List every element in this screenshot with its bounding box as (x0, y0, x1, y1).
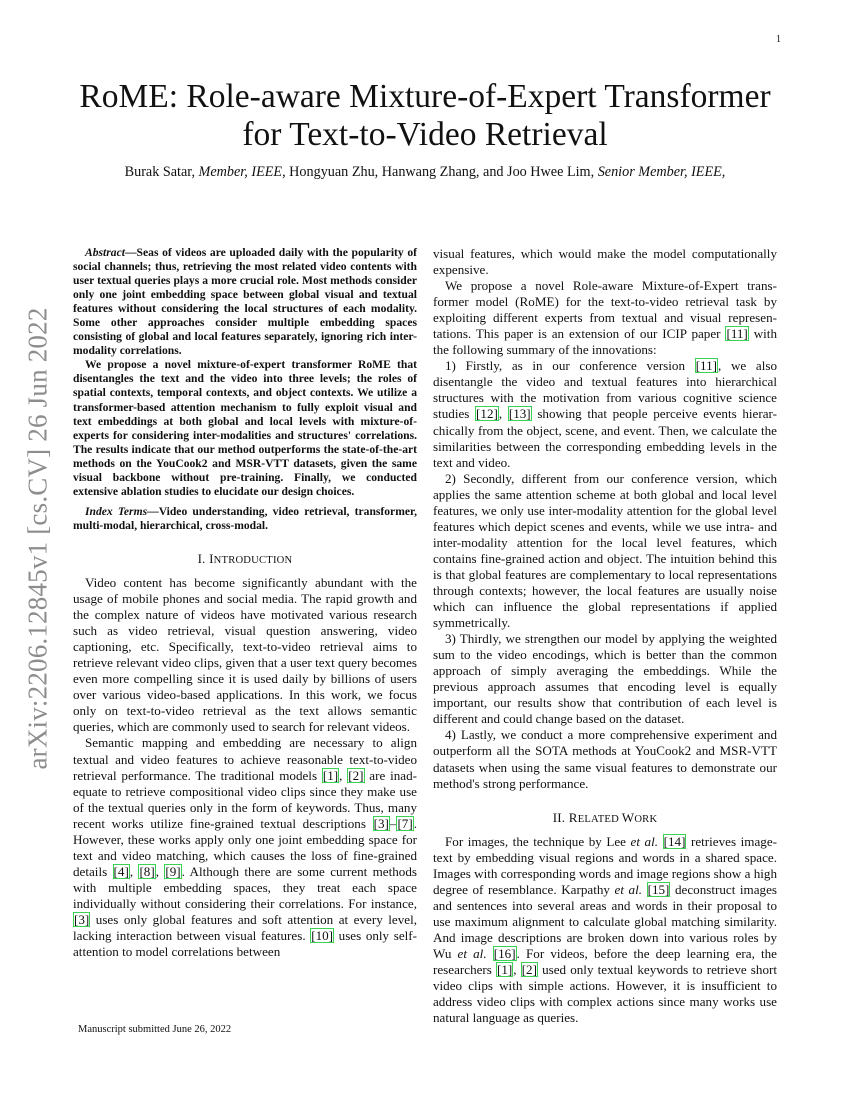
other-authors-affiliation: Senior Member, IEEE, (597, 164, 726, 180)
index-terms-text: —Video understanding, video retrieval, transformer, multi-modal, hierarchical, cross-modal. (73, 504, 417, 532)
citation-link[interactable]: [7] (397, 815, 413, 831)
index-terms-label: Index Terms (85, 504, 148, 518)
section-2-title-a: ELATED (577, 813, 622, 825)
citation-link[interactable]: [3] (373, 815, 389, 831)
text-run: . However, these works apply only one joint embedding space for text and video matching, which causes the loss of fine-grained details (73, 815, 417, 879)
innovation-2: 2) Secondly, different from our conference version, which applies the same attention scheme at both global and local level features, we only use inter-modality attention for the global level features which depict scenes and events, while we use intra- and inter-modality attention for the local level features, which contains fine-grained action and object. The intuition behind this is that global features are complementary to local representations through contexts; however, the local features are usually noise which can influence the global representations if applied symmetrically. (433, 470, 777, 631)
text-run: We propose a novel Role-aware Mixture-of-Expert trans-former model (RoME) for the text-to-video retrieval task by exploiting different experts from textual and visual represen-tations. This paper is an extension of our ICIP paper (433, 278, 777, 342)
text-run: 1) Firstly, as in our conference version (445, 358, 695, 374)
citation-link[interactable]: [12] (476, 406, 498, 422)
citation-link[interactable]: [8] (139, 863, 155, 879)
citation-link[interactable]: [11] (726, 326, 748, 342)
citation-link[interactable]: [2] (521, 962, 537, 978)
author-1-affiliation: Member, IEEE, (198, 164, 286, 180)
text-run: , (513, 962, 521, 978)
text-run: deconstruct images and sentences into several areas and words in their proposal to use maximum alignment to calculate global matching similarity. And image descriptions are broken down into various roles by Wu (433, 881, 777, 961)
innovation-3: 3) Thirdly, we strengthen our model by applying the weighted sum to the video encodings, which is better than the common approach of simply averaging the embeddings. While the previous approach assumes that encoding level is equally important, our results show that contribution of each level is different and could change based on the dataset. (433, 631, 777, 727)
intro-continuation: visual features, which would make the model computationally expensive. (433, 246, 777, 278)
section-1-numeral: I. I (197, 550, 214, 566)
section-heading-related-work (433, 810, 777, 828)
text-run: – (389, 815, 397, 831)
intro-paragraph-2 (73, 735, 417, 960)
text-run: retrieves image-text by embedding visual regions and words in a shared space. Images with corresponding words and image regions show a high degree of resemblance. Karpathy (433, 833, 777, 897)
text-run: . Although there are some current methods with multiple embedding spaces, they treat each space individually without considering their correlations. For instance, (73, 863, 417, 911)
arxiv-stamp (18, 298, 58, 778)
text-run: used only textual keywords to retrieve short video clips with simple actions. However, it is insufficient to address video clips with complex actions since many works use natural language as queries. (433, 962, 777, 1026)
citation-link[interactable]: [14] (663, 833, 686, 849)
citation-link[interactable]: [9] (165, 863, 181, 879)
text-run: uses only self-attention to model correlations between (73, 928, 417, 960)
text-run: uses only global features and soft attention at every level, lacking interaction between visual features. (73, 911, 417, 944)
arxiv-stamp-text: arXiv:2206.12845v1 [cs.CV] 26 Jun 2022 (22, 306, 53, 770)
text-run: . For videos, before the deep learning era, the researchers (433, 945, 777, 978)
text-run: , (155, 863, 165, 879)
text-run: with the following summary of the innovations: (433, 326, 777, 358)
citation-link[interactable]: [11] (695, 358, 718, 374)
intro-paragraph-1: Video content has become significantly abundant with the usage of mobile phones and social media. The rapid growth and the complex nature of videos have motivated various research such as video retrieval, visual question answering, video captioning, etc. Specifically, text-to-video retrieval aims to retrieve relevant video clips, given that a user text query becomes even more compelling since it is used daily by billions of users over various video-based applications. In this work, we focus only on text-to-video retrieval as the text allows semantic queries, which are commonly used to search for relevant videos. (73, 574, 417, 735)
other-authors: Hongyuan Zhu, Hanwang Zhang, and Joo Hwee Lim, (289, 164, 595, 180)
manuscript-footnote: Manuscript submitted June 26, 2022 (78, 1024, 232, 1035)
text-run: , (129, 863, 139, 879)
right-column (433, 246, 777, 1026)
text-run: are inad-equate to retrieve compositional video clips since they make use of the textual queries only in the form of keywords. Thus, many recent works utilize fine-grained textual descriptions (73, 767, 418, 831)
index-terms (73, 505, 417, 533)
text-run: For images, the technique by Lee (445, 833, 631, 849)
title-line-1: RoME: Role-aware Mixture-of-Expert Transformer (79, 78, 771, 115)
citation-link[interactable]: [15] (647, 881, 670, 897)
text-run: Semantic mapping and embedding are necessary to align textual and video features to achieve reasonable text-to-video retrieval performance. The traditional models (73, 735, 417, 783)
text-run: showing that people perceive events hierar-chically from the object, scene, and event. Then, we calculate the similarities between the corresponding embedding levels in the text and video. (433, 406, 777, 470)
section-1-title: NTRODUCTION (213, 554, 293, 566)
paper-title (60, 78, 790, 154)
citation-link[interactable]: [2] (348, 767, 364, 783)
section-2-title-c: ORK (634, 813, 658, 825)
text-run: et al. (614, 881, 642, 897)
innovation-4: 4) Lastly, we conduct a more comprehensive experiment and outperform all the SOTA methods at YouCook2 and MSR-VTT datasets when using the same visual features to demonstrate our method's strong performance. (433, 727, 777, 791)
related-paragraph-1 (433, 834, 777, 1027)
intro-paragraph-3 (433, 278, 777, 358)
innovation-1 (433, 358, 777, 470)
citation-link[interactable]: [16] (493, 945, 516, 961)
abstract-paragraph-2: We propose a novel mixture-of-expert transformer RoME that disentangles the text and the video into three levels; the roles of spatial contexts, temporal contexts, and object contexts. We utilize a transformer-based attention mechanism to fully exploit visual and text embeddings at both global and local levels with mixture-of-experts for considering inter-modalities and structures' correlations. The results indicate that our method outperforms the state-of-the-art methods on the YouCook2 and MSR-VTT datasets, given the same visual backbone without pre-training. Finally, we conducted extensive ablation studies to elucidate our design choices. (73, 358, 417, 498)
title-line-2: for Text-to-Video Retrieval (242, 116, 608, 153)
citation-link[interactable]: [1] (497, 962, 513, 978)
section-2-numeral: II. R (552, 809, 578, 825)
text-run: , (339, 767, 348, 783)
section-heading-introduction (73, 551, 417, 569)
page-number: 1 (776, 34, 781, 45)
abstract-label: Abstract (85, 246, 125, 259)
citation-link[interactable]: [10] (311, 928, 334, 944)
citation-link[interactable]: [1] (322, 767, 339, 783)
abstract-text-1: —Seas of videos are uploaded daily with the popularity of social channels; thus, retrieving the most related video contents with user textual queries plays a more crucial role. Most methods consider only one joint embedding space between global visual and textual features without considering the local structures of each modality. Some other approaches consider multiple embedding spaces consisting of global and local features separately, ignoring rich inter-modality correlations. (73, 246, 417, 358)
citation-link[interactable]: [3] (74, 911, 90, 927)
text-run: , we also disentangle the video and textual features into hierarchical structures with the motivation from various cognitive science studies (433, 358, 777, 422)
left-column (73, 246, 417, 960)
author-list (60, 163, 790, 181)
citation-link[interactable]: [4] (113, 863, 129, 879)
text-run: , (498, 406, 508, 422)
text-run: et al. (630, 833, 659, 849)
section-2-title-b: W (621, 809, 635, 825)
text-run: et al. (457, 945, 487, 961)
author-1: Burak Satar, (124, 164, 195, 180)
abstract-paragraph-1 (73, 246, 417, 358)
citation-link[interactable]: [13] (508, 406, 531, 422)
